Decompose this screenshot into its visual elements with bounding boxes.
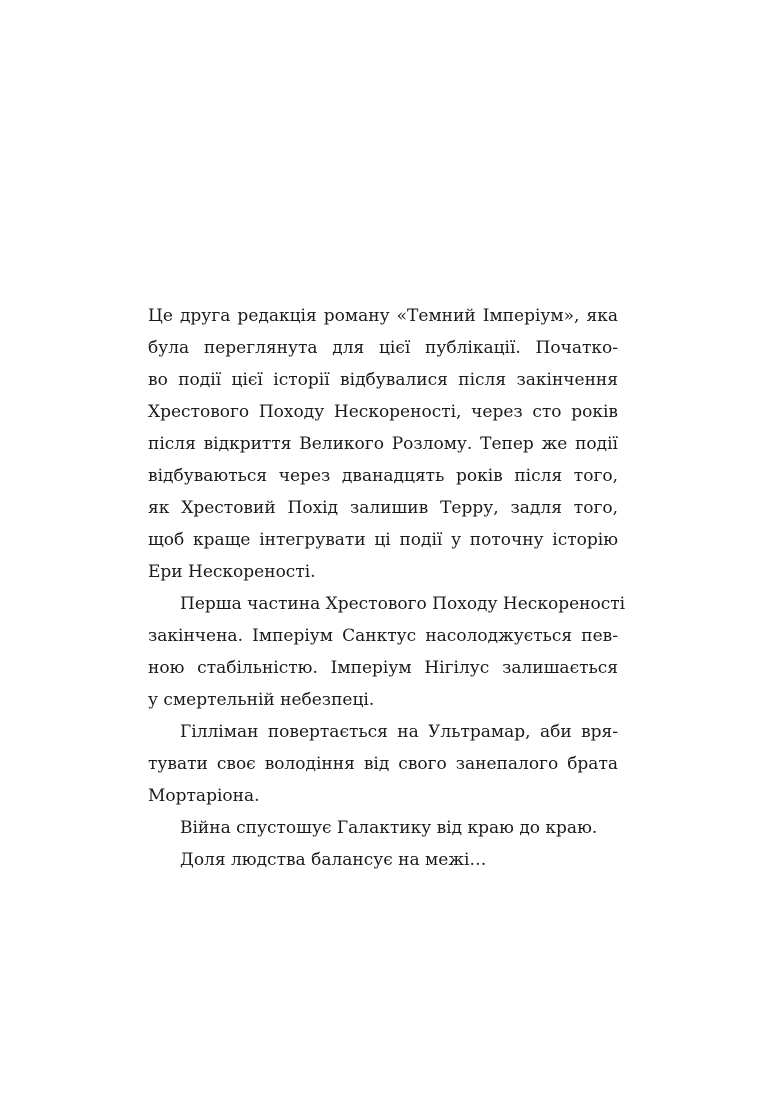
- text-line: Перша частина Хрестового Походу Нескореності: [180, 594, 626, 614]
- paragraph-5: [148, 844, 618, 876]
- text-line: Війна спустошує Галактику від краю до краю.: [180, 818, 598, 838]
- paragraph-4: [148, 812, 618, 844]
- text-line: Мортаріона.: [148, 786, 260, 806]
- text-line: у смертельній небезпеці.: [148, 690, 375, 710]
- text-line: після відкриття Великого Розлому. Тепер же події: [148, 434, 618, 454]
- text-line: щоб краще інтегрувати ці події у поточну історію: [148, 530, 618, 550]
- text-line: тувати своє володіння від свого занепалого брата: [148, 754, 618, 774]
- text-line: закінчена. Імперіум Санктус насолоджується пев-: [148, 626, 618, 646]
- text-line: ною стабільністю. Імперіум Нігілус залишається: [148, 658, 618, 678]
- body-text: [148, 300, 626, 876]
- text-line: Гілліман повертається на Ультрамар, аби вря-: [180, 722, 618, 742]
- text-line: во події цієї історії відбувалися після закінчення: [148, 370, 618, 390]
- paragraph-3: [148, 716, 618, 812]
- paragraph-1: [148, 300, 618, 588]
- text-line: Доля людства балансує на межі…: [180, 850, 487, 870]
- paragraph-2: [148, 588, 626, 716]
- text-line: була переглянута для цієї публікації. Початко-: [148, 338, 618, 358]
- text-line: Хрестового Походу Нескореності, через сто років: [148, 402, 618, 422]
- text-line: як Хрестовий Похід залишив Терру, задля того,: [148, 498, 618, 518]
- text-line: відбуваються через дванадцять років після того,: [148, 466, 618, 486]
- text-line: Ери Нескореності.: [148, 562, 316, 582]
- text-line: Це друга редакція роману «Темний Імперіум», яка: [148, 306, 618, 326]
